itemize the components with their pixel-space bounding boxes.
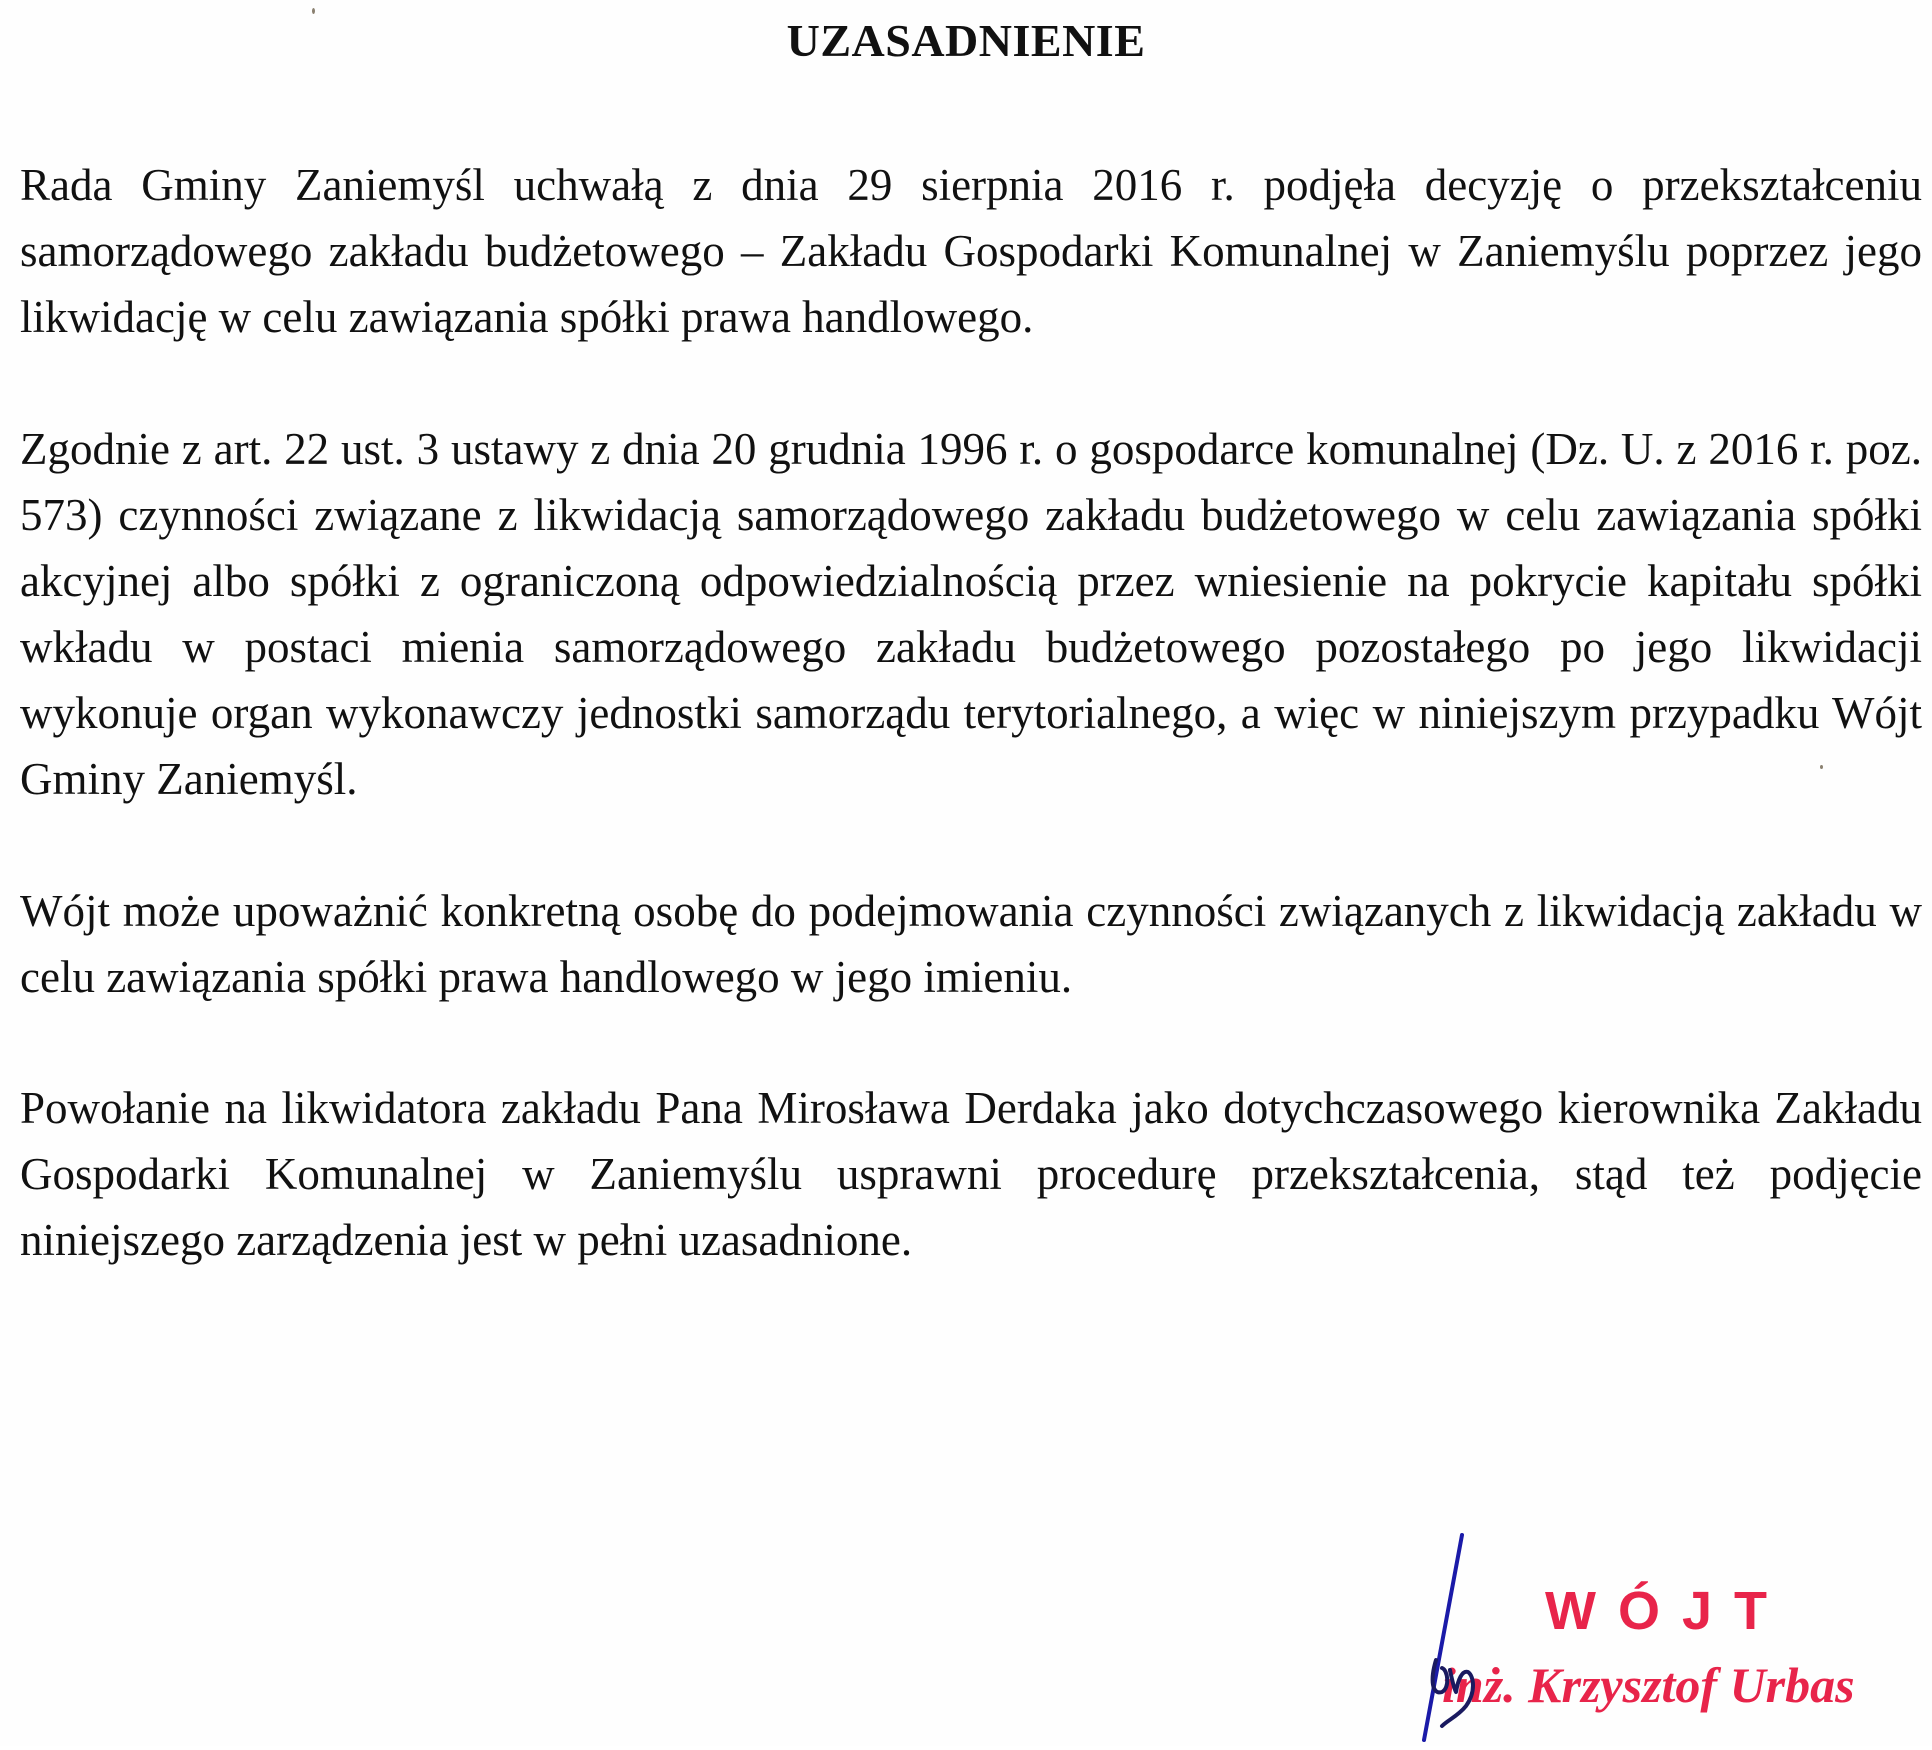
document-title: UZASADNIENIE [786, 15, 1146, 66]
paragraph-authorization: Wójt może upoważnić konkretną osobę do podejmowania czynności związanych z likwidacją zakładu w celu zawiązania spółki prawa handlowego w jego imieniu. [20, 886, 1922, 1002]
paragraph-legal-basis: Zgodnie z art. 22 ust. 3 ustawy z dnia 20 grudnia 1996 r. o gospodarce komunalnej (Dz. U. z 2016 r. poz. 573) czynności związane z likwidacją samorządowego zakładu budżetowego w celu zawiązania spółki akcyjnej albo spółki z ograniczoną odpowiedzialnością przez wniesienie na pokrycie kapitału spółki wkładu w postaci mienia samorządowego zakładu budżetowego pozostałego po jego likwidacji wykonuje organ wykonawczy jednostki samorządu terytorialnego, a więc w niniejszym przypadku Wójt Gminy Zaniemyśl. [20, 424, 1922, 804]
paragraph-liquidator-appointment: Powołanie na likwidatora zakładu Pana Mirosława Derdaka jako dotychczasowego kierownika Zakładu Gospodarki Komunalnej w Zaniemyślu usprawni procedurę przekształcenia, stąd też podjęcie niniejszego zarządzenia jest w pełni uzasadnione. [20, 1083, 1922, 1265]
official-stamp [1380, 1540, 1900, 1740]
paragraph-resolution: Rada Gminy Zaniemyśl uchwałą z dnia 29 sierpnia 2016 r. podjęła decyzję o przekształceniu samorządowego zakładu budżetowego – Zakładu Gospodarki Komunalnej w Zaniemyślu poprzez jego likwidację w celu zawiązania spółki prawa handlowego. [20, 160, 1922, 342]
stamp-name: inż. Krzysztof Urbas [1442, 1657, 1855, 1713]
stamp-title: WÓJT [1545, 1581, 1789, 1641]
